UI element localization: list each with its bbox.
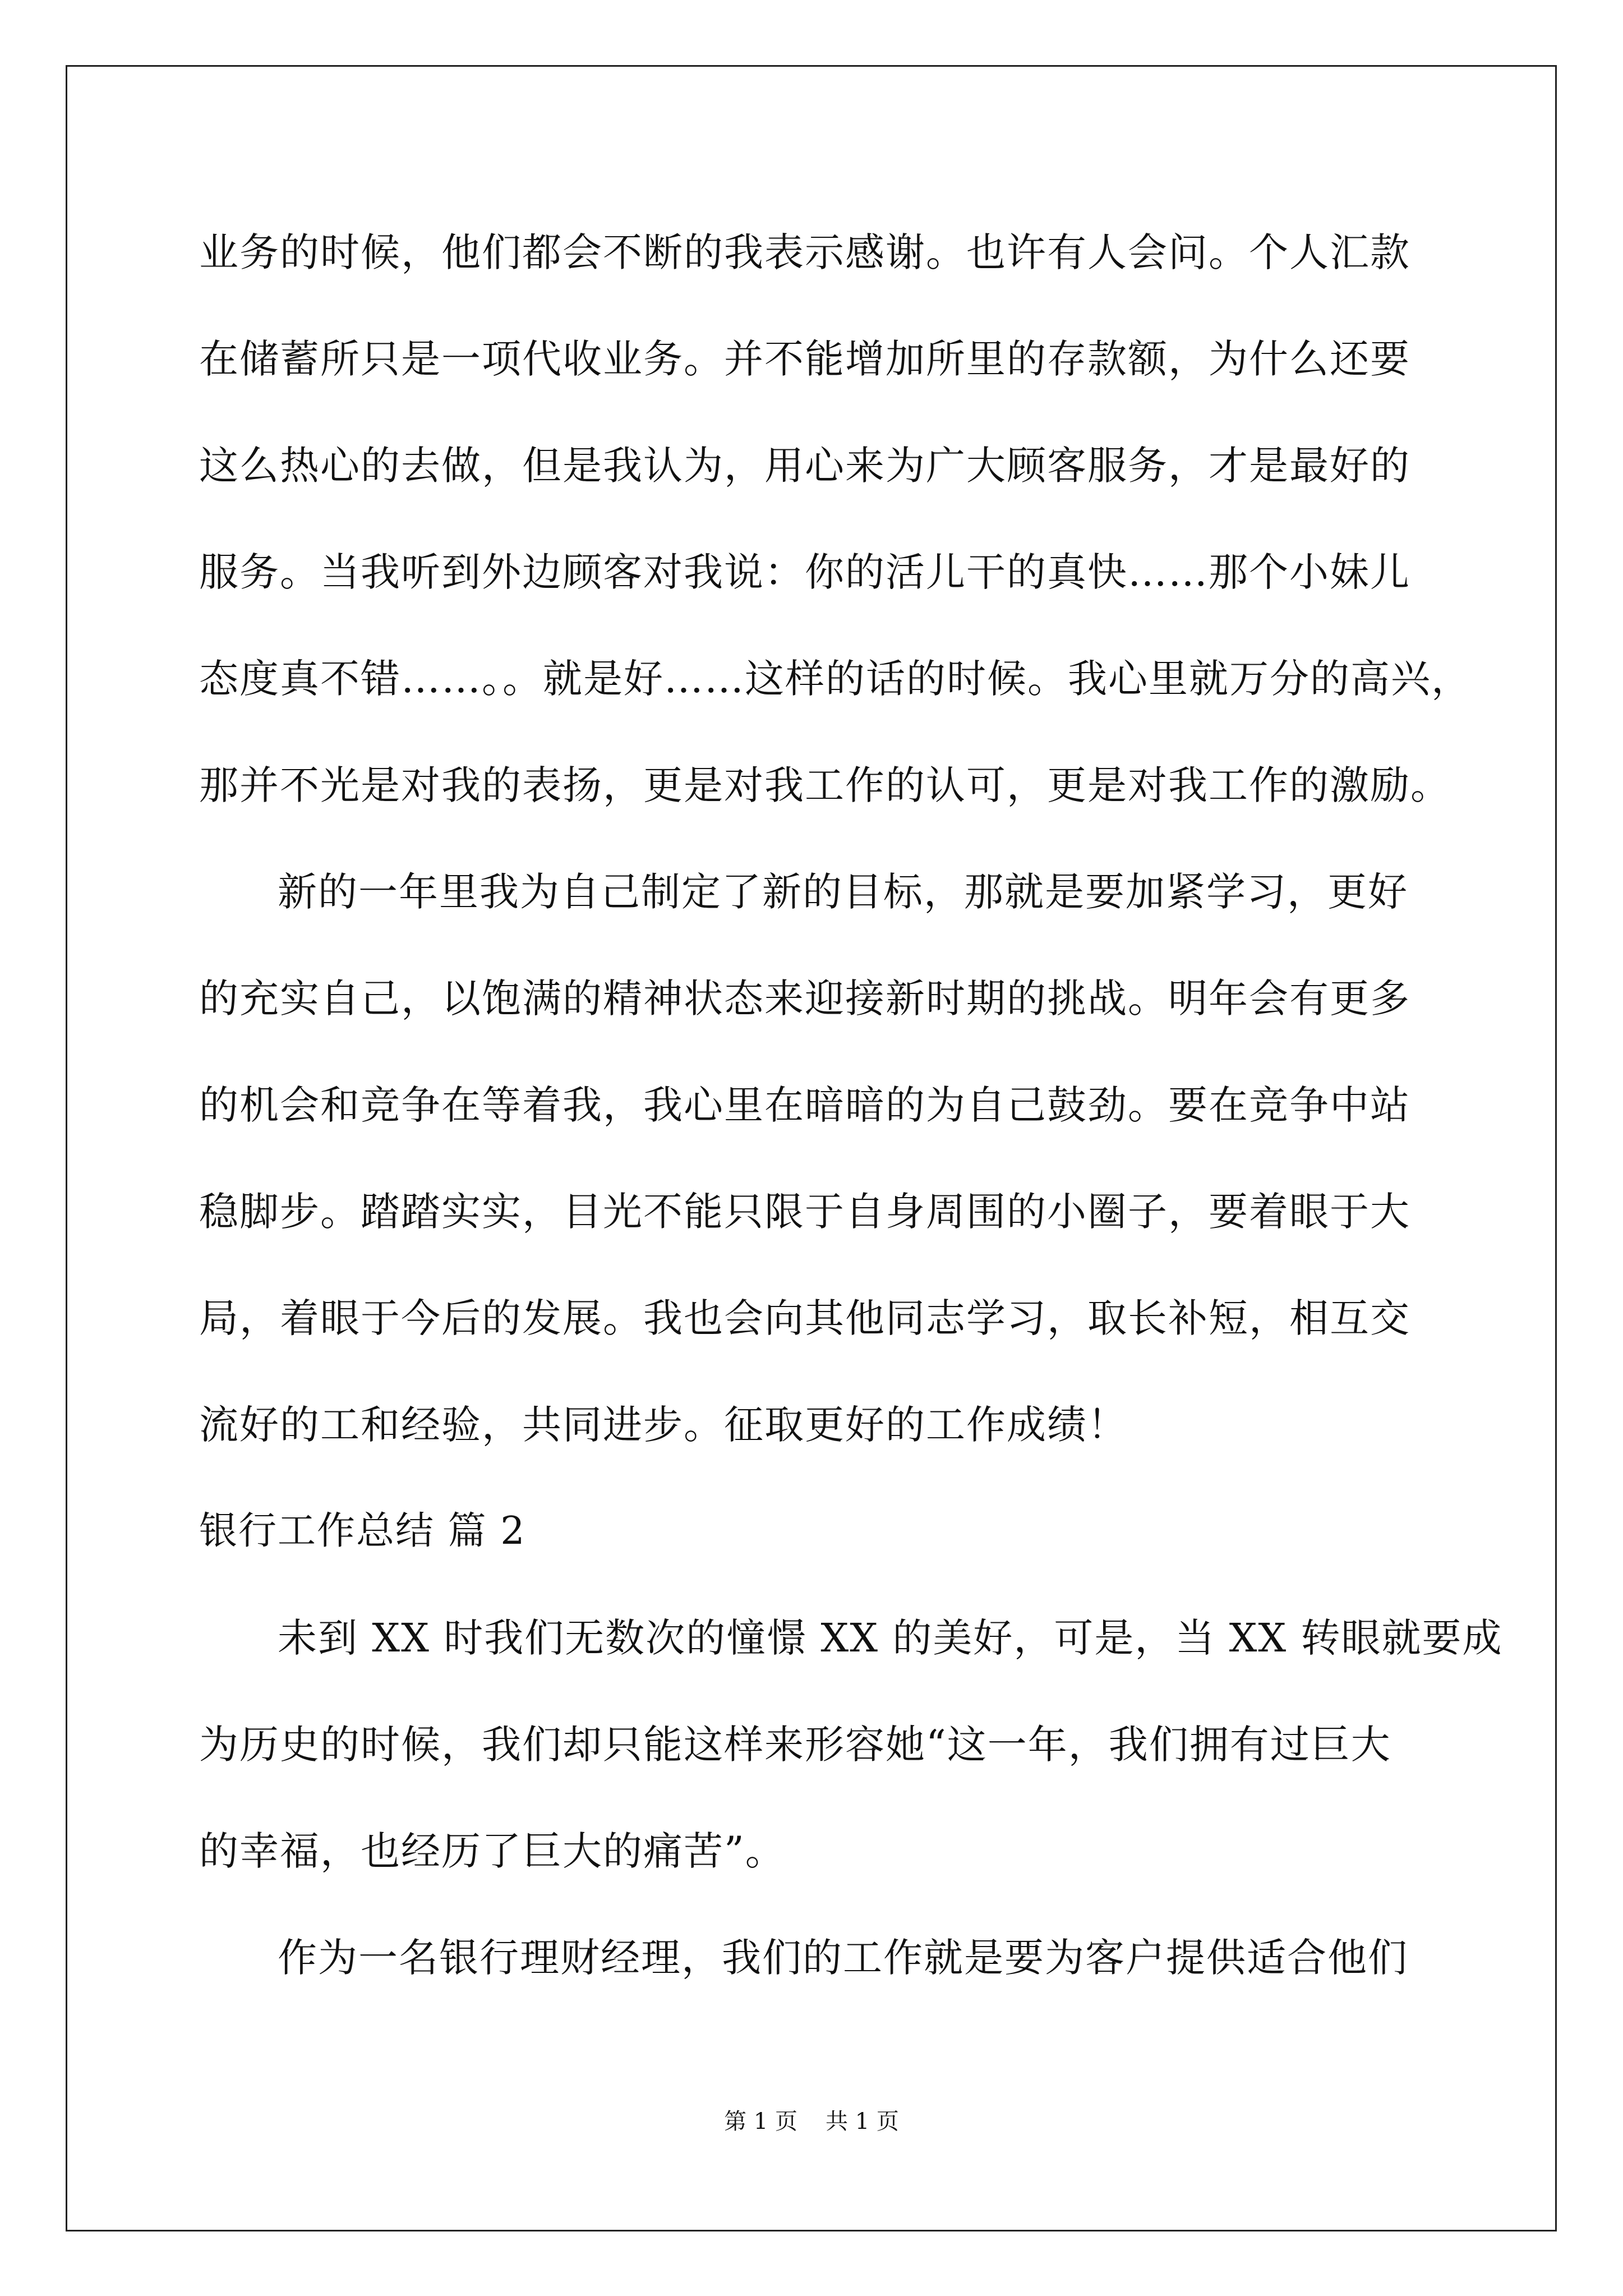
page-number: 第 1 页 [724,2109,797,2134]
body-line-4: 服务。当我听到外边顾客对我说：你的活儿干的真快……那个小妹儿 [199,549,1410,595]
body-line-6: 那并不光是对我的表扬，更是对我工作的认可，更是对我工作的激励。 [199,762,1451,808]
body-line-15: 的幸福，也经历了巨大的痛苦”。 [199,1828,786,1874]
page-border [66,65,1557,2231]
body-line-10: 稳脚步。踏踏实实，目光不能只限于自身周围的小圈子，要着眼于大 [199,1189,1410,1235]
body-line-5: 态度真不错……。。就是好……这样的话的时候。我心里就万分的高兴， [199,656,1472,702]
body-line-2: 在储蓄所只是一项代收业务。并不能增加所里的存款额，为什么还要 [199,336,1410,382]
body-line-1: 业务的时候，他们都会不断的我表示感谢。也许有人会问。个人汇款 [199,229,1410,275]
page-total: 共 1 页 [826,2109,899,2134]
body-line-11: 局，着眼于今后的发展。我也会向其他同志学习，取长补短，相互交 [199,1295,1410,1341]
section-heading: 银行工作总结 篇 2 [199,1509,526,1553]
body-line-12: 流好的工和经验，共同进步。征取更好的工作成绩！ [199,1402,1128,1448]
body-line-3: 这么热心的去做，但是我认为，用心来为广大顾客服务，才是最好的 [199,443,1410,489]
page-footer [0,2105,1623,2138]
body-line-16: 作为一名银行理财经理，我们的工作就是要为客户提供适合他们 [278,1935,1408,1981]
body-line-13: 未到 XX 时我们无数次的憧憬 XX 的美好，可是，当 XX 转眼就要成 [278,1615,1503,1661]
body-line-7: 新的一年里我为自己制定了新的目标，那就是要加紧学习，更好 [278,869,1408,915]
body-line-8: 的充实自己，以饱满的精神状态来迎接新时期的挑战。明年会有更多 [199,976,1410,1022]
body-line-9: 的机会和竞争在等着我，我心里在暗暗的为自己鼓劲。要在竞争中站 [199,1082,1410,1128]
body-line-14: 为历史的时候，我们却只能这样来形容她“这一年，我们拥有过巨大 [199,1722,1391,1768]
